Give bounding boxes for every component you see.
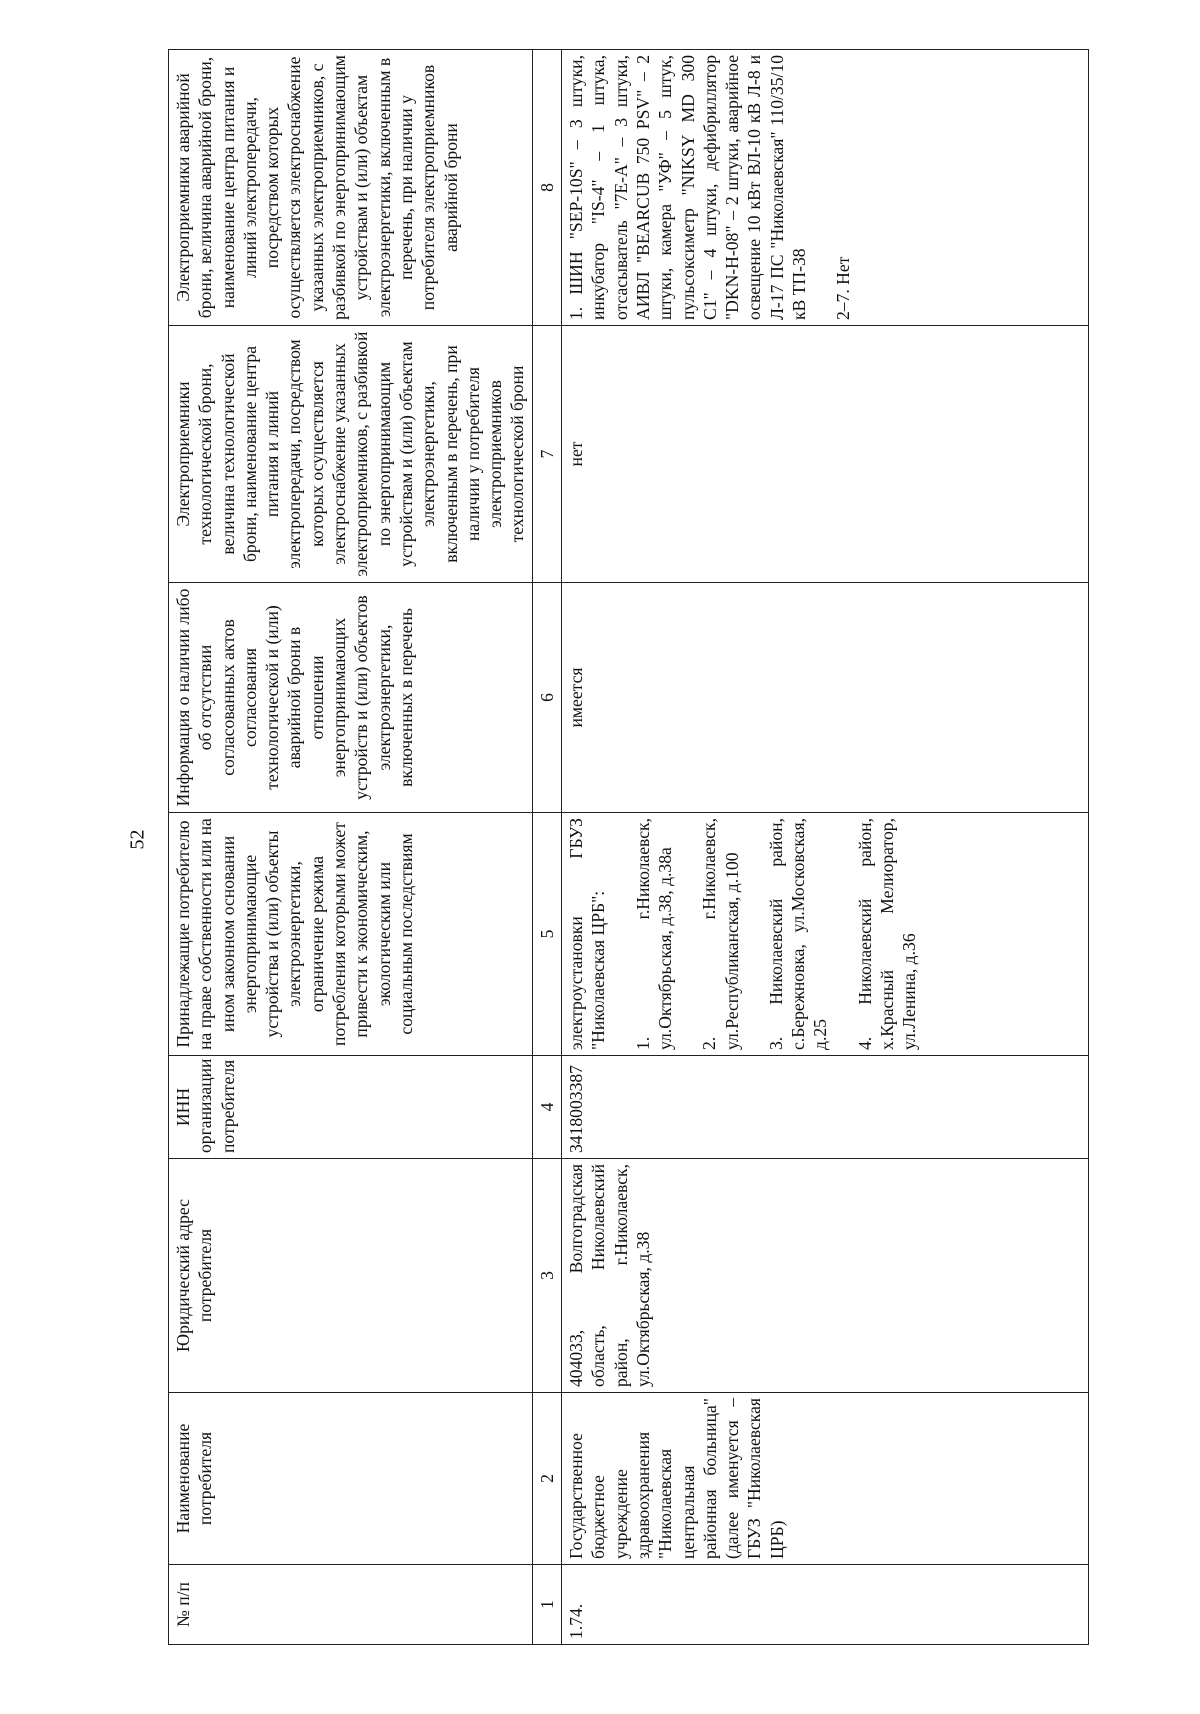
header-row — [169, 50, 533, 1645]
installation-item: 4. Николаевский район, х.Красный Мелиоратор, ул.Ленина, д.36 — [854, 818, 920, 1050]
column-number-row — [532, 50, 561, 1645]
column-number: 4 — [532, 1056, 561, 1159]
legal-address: 404033, Волгоградская область, Николаевский район, г.Николаевск, ул.Октябрьская, д.38 — [562, 1159, 1089, 1393]
row-number: 1.74. — [562, 1565, 1089, 1645]
emergency-reserve-cell — [562, 50, 1089, 326]
installation-item: 1. г.Николаевск, ул.Октябрьская, д.38, д.38а — [632, 818, 675, 1050]
installations-intro: электроустановки ГБУЗ "Николаевская ЦРБ": — [566, 818, 609, 1050]
rotated-table-stage — [168, 50, 1123, 1645]
header-consumer-name: Наименование потребителя — [169, 1393, 533, 1565]
column-number: 3 — [532, 1159, 561, 1393]
table-row — [562, 50, 1089, 1645]
header-legal-address: Юридический адрес потребителя — [169, 1159, 533, 1393]
header-num: № п/п — [169, 1565, 533, 1645]
emergency-reserve-item: 2–7. Нет — [833, 256, 854, 320]
inn-value: 3418003387 — [562, 1056, 1089, 1159]
column-number: 8 — [532, 50, 561, 326]
header-tech-reserve: Электроприемники технологической брони, величина технологической брони, наименование центра питания и линий электропередачи, посредством которых осуществляется электроснабжение указанных электроприемников, с разбивкой по энергопринимающим устройствам и (или) объектам электроэнергетики, включенным в перечень, при наличии у потребителя электроприемников технологической брони — [169, 326, 533, 583]
column-number: 7 — [532, 326, 561, 583]
consumer-name: Государственное бюджетное учреждение здравоохранения "Николаевская центральная районная больница" (далее именуется – ГБУЗ "Николаевская ЦРБ) — [562, 1393, 1089, 1565]
column-number: 5 — [532, 813, 561, 1056]
header-acts-info: Информация о наличии либо об отсутствии согласованных актов согласования технологической и (или) аварийной брони в отношении энергопринимающих устройств и (или) объектов электроэнергетики, включенных в перечень — [169, 583, 533, 813]
consumer-table — [168, 49, 1089, 1645]
page-number: 52 — [126, 829, 149, 850]
column-number: 6 — [532, 583, 561, 813]
tech-reserve-value: нет — [562, 326, 1089, 583]
header-installations: Принадлежащие потребителю на праве собственности или на ином законном основании энергопринимающие устройства и (или) объекты электроэнергетики, ограничение режима потребления которыми может привести к экономическим, экологическим или социальным последствиям — [169, 813, 533, 1056]
column-number: 2 — [532, 1393, 561, 1565]
installation-item: 3. Николаевский район, с.Бережновка, ул.Московская, д.25 — [765, 818, 831, 1050]
installation-item: 2. г.Николаевск, ул.Республиканская, д.100 — [699, 818, 742, 1050]
acts-info-value: имеется — [562, 583, 1089, 813]
column-number: 1 — [532, 1565, 561, 1645]
header-emergency-reserve: Электроприемники аварийной брони, величина аварийной брони, наименование центра питания и линий электропередачи, посредством которых осуществляется электроснабжение указанных электроприемников, с разбивкой по энергопринимающим устройствам и (или) объектам электроэнергетики, включенным в перечень, при наличии у потребителя электроприемников аварийной брони — [169, 50, 533, 326]
emergency-reserve-item: 1. ШИН "SEP-10S" – 3 штуки, инкубатор "IS-4" – 1 штука, отсасыватель "7E-A" – 3 штуки, АИВЛ "BEARCUB 750 PSV" – 2 штуки, камера "УФ" – 5 штук, пульсоксиметр "NIKSY MD 300 C1" – 4 штуки, дефибриллятор "DKN-H-08" – 2 штуки, аварийное освещение 10 кВт ВЛ-10 кВ Л-8 и Л-17 ПС "Николаевская" 110/35/10 кВ ТП-38 — [566, 55, 810, 320]
header-inn: ИНН организации потребителя — [169, 1056, 533, 1159]
installations-cell — [562, 813, 1089, 1056]
